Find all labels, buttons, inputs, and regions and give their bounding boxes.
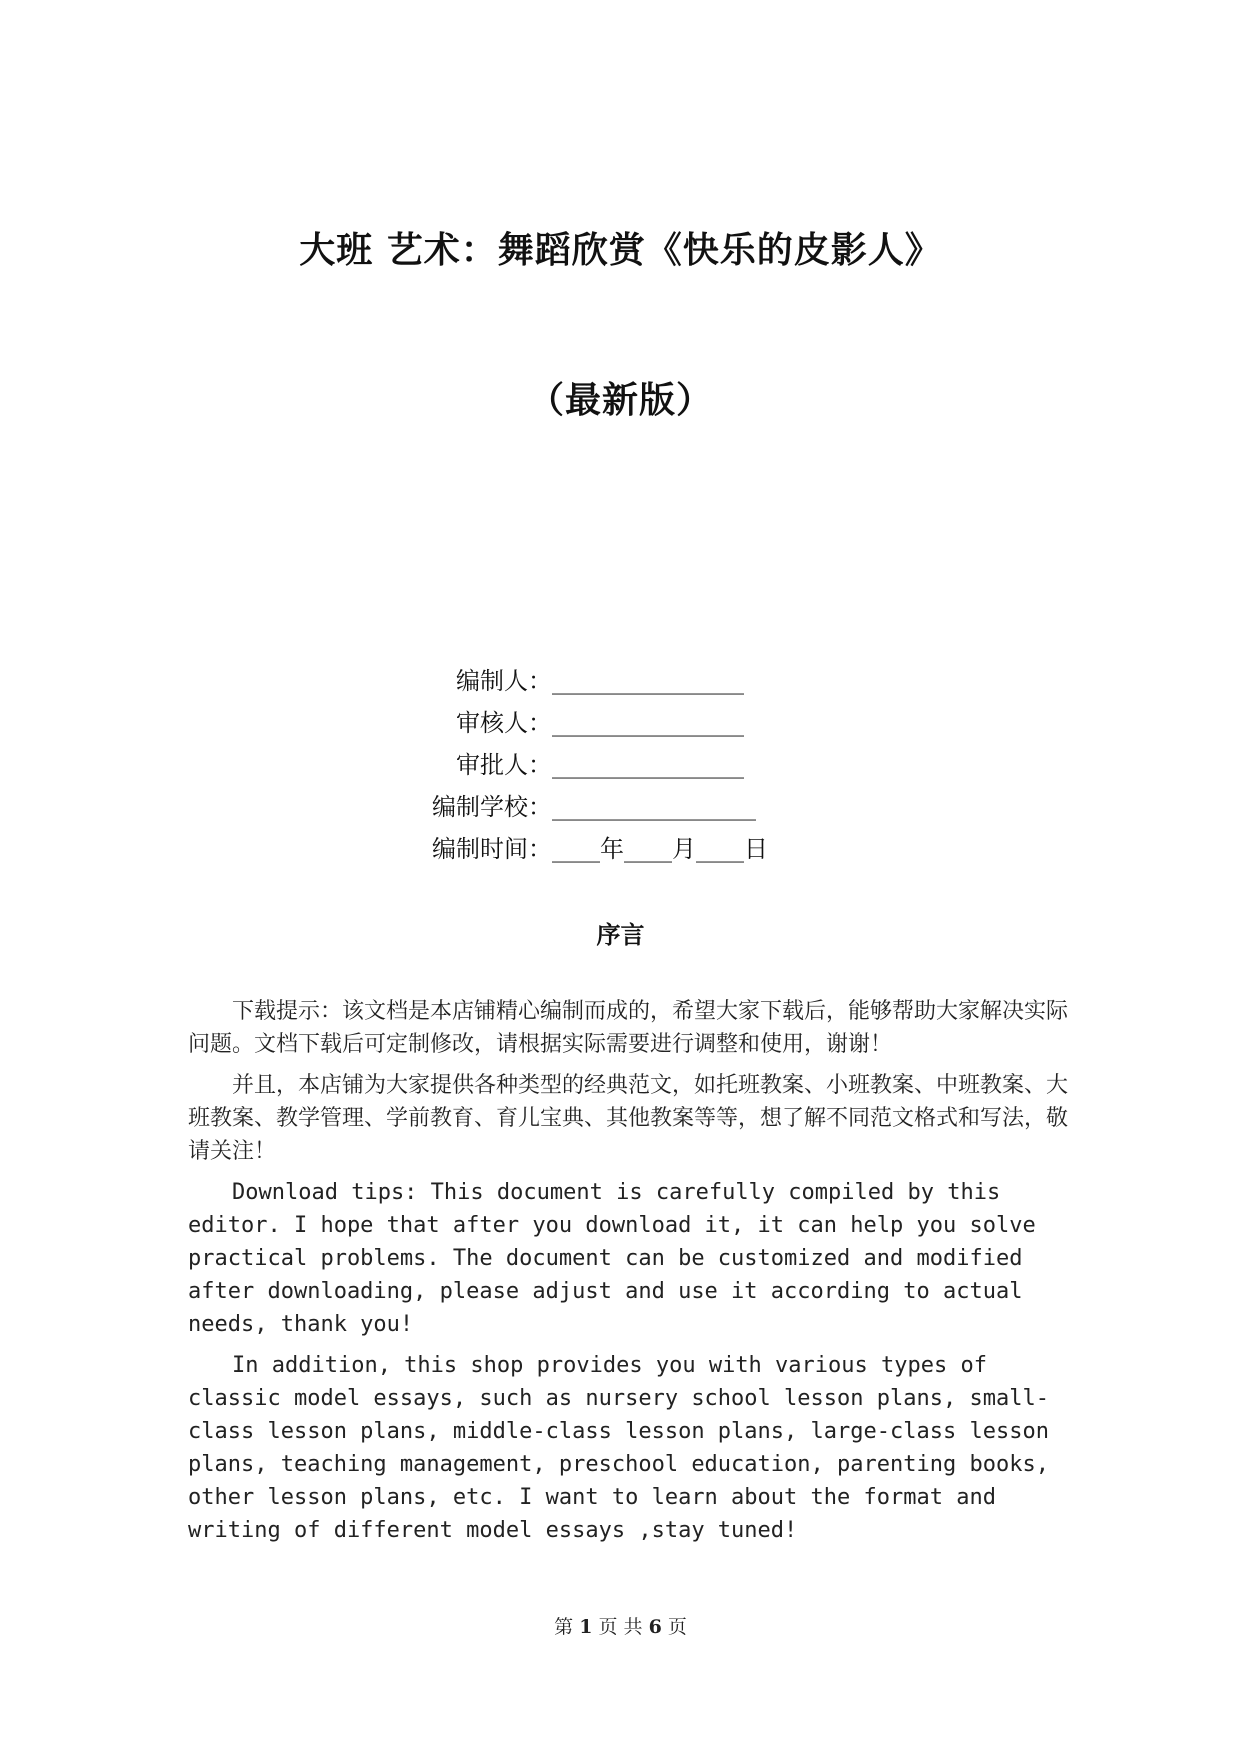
preface-body xyxy=(188,995,1068,1555)
form-label: 审核人： xyxy=(456,709,552,737)
form-label: 编制人： xyxy=(456,667,552,695)
preface-paragraph: 并且，本店铺为大家提供各种类型的经典范文，如托班教案、小班教案、中班教案、大班教案、教学管理、学前教育、育儿宝典、其他教案等等，想了解不同范文格式和写法，敬请关注！ xyxy=(188,1073,1069,1164)
page-footer xyxy=(0,1612,1241,1639)
form-row-school xyxy=(420,786,840,828)
form-row-editor xyxy=(420,660,840,702)
form-row-reviewer xyxy=(420,702,840,744)
form-label: 编制时间： xyxy=(432,835,552,863)
form-blank: ____年____月____日 xyxy=(552,835,768,863)
footer-suffix: 页 xyxy=(667,1616,687,1638)
preface-paragraph: In addition, this shop provides you with various types of classic model essays, such as nursery school lesson plans, small-class lesson plans, middle-class lesson plans, large-class lesson plans, teaching management, preschool education, parenting books, other lesson plans, etc. I want to learn about the format and writing of different model essays ,stay tuned! xyxy=(188,1353,1049,1543)
form-blank: _________________ xyxy=(552,793,756,821)
footer-prefix: 第 xyxy=(554,1616,574,1638)
preface-heading: 序言 xyxy=(596,920,645,949)
form-blank: ________________ xyxy=(552,667,744,695)
footer-middle: 页 共 xyxy=(598,1616,643,1638)
page-number: 1 xyxy=(579,1616,593,1638)
form-label: 编制学校： xyxy=(432,793,552,821)
form-label: 审批人： xyxy=(456,751,552,779)
form-row-date xyxy=(420,828,840,870)
document-title: 大班 艺术：舞蹈欣赏《快乐的皮影人》 xyxy=(299,229,942,271)
signature-form xyxy=(420,660,840,870)
form-row-approver xyxy=(420,744,840,786)
form-blank: ________________ xyxy=(552,751,744,779)
preface-paragraph: 下载提示：该文档是本店铺精心编制而成的，希望大家下载后，能够帮助大家解决实际问题。文档下载后可定制修改，请根据实际需要进行调整和使用，谢谢！ xyxy=(188,999,1069,1057)
preface-paragraph: Download tips: This document is carefully compiled by this editor. I hope that after you download it, it can help you solve practical problems. The document can be customized and modified after downloading, please adjust and use it according to actual needs, thank you! xyxy=(188,1180,1036,1337)
form-blank: ________________ xyxy=(552,709,744,737)
document-subtitle: （最新版） xyxy=(527,379,713,421)
page-total: 6 xyxy=(648,1616,662,1638)
